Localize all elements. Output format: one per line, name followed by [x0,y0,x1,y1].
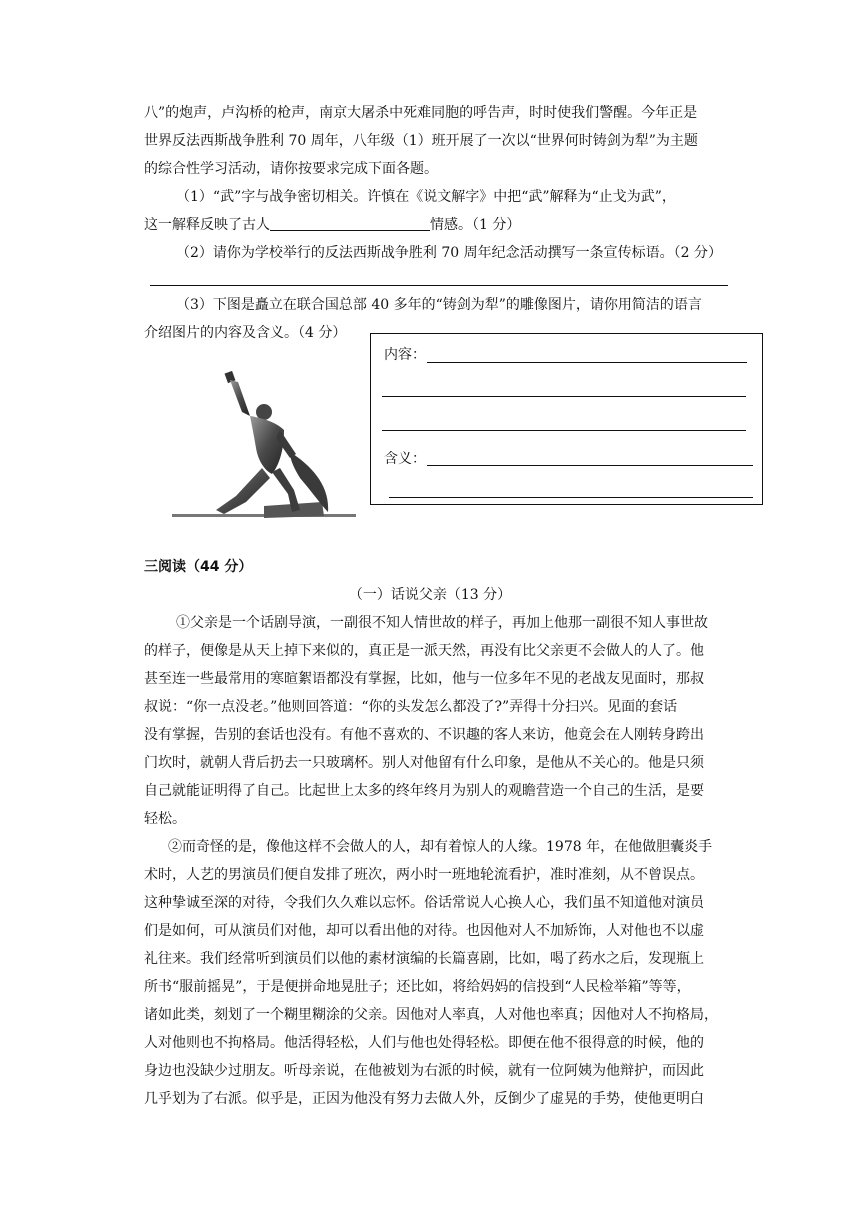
passage-line: 礼往来。我们经常听到演员们以他的素材演编的长篇喜剧，比如，喝了药水之后，发现瓶上 [144,951,704,967]
passage-line: 所书“服前摇晃”，于是便拼命地晃肚子；还比如，将给妈妈的信投到“人民检举箱”等等， [144,979,691,995]
content-answer-line-3[interactable] [382,430,746,431]
passage-line: 身边也没缺少过朋友。听母亲说，在他被划为右派的时候，就有一位阿姨为他辩护，而因此 [144,1063,704,1079]
passage-line: 人对他则也不拘格局。他活得轻松，人们与他也处得轻松。即便在他不很得意的时候，他的 [144,1035,704,1051]
passage-line: 叔说：“你一点没老。”他则回答道：“你的头发怎么都没了?”弄得十分扫兴。见面的套话 [144,699,678,715]
sword-into-plowshare-statue-image [172,356,358,520]
content-label: 内容： [384,347,426,363]
q3-line-2: 介绍图片的内容及含义。（4 分） [144,325,347,341]
passage-line: ②而奇怪的是，像他这样不会做人的人，却有着惊人的人缘。1978 年，在他做胆囊炎手 [168,839,713,855]
passage-line: 门坎时，就朝人背后扔去一只玻璃杯。别人对他留有什么印象，是他从不关心的。他是只须 [144,755,704,771]
passage-line: 自己就能证明得了自己。比起世上太多的终年终月为别人的观瞻营造一个自己的生活，是要 [144,783,704,799]
q2-answer-line[interactable] [150,285,728,286]
passage-line: 的样子，便像是从天上掉下来似的，真正是一派天然，再没有比父亲更不会做人的人了。他 [144,643,704,659]
passage-line: 轻松。 [144,811,186,827]
intro-line-2: 世界反法西斯战争胜利 70 周年，八年级（1）班开展了一次以“世界何时铸剑为犁”为主题 [144,133,698,149]
meaning-label: 含义： [384,451,426,467]
q1-prompt: 这一解释反映了古人 [144,217,270,233]
passage-line: 几乎划为了右派。似乎是，正因为他没有努力去做人外，反倒少了虚晃的手势，使他更明白 [144,1091,704,1107]
q1-line-2 [144,215,520,235]
q2-line-1: （2）请你为学校举行的反法西斯战争胜利 70 周年纪念活动撰写一条宣传标语。（2 分） [176,245,722,261]
q1-line-1: （1）“武”字与战争密切相关。许慎在《说文解字》中把“武”解释为“止戈为武”， [176,189,676,205]
q3-line-1: （3）下图是矗立在联合国总部 40 多年的“铸剑为犁”的雕像图片，请你用简洁的语言 [176,297,702,313]
passage-line: 术时，人艺的男演员们便自发排了班次，两小时一班地轮流看护，准时准刻，从不曾误点。 [144,867,704,883]
intro-line-3: 的综合性学习活动，请你按要求完成下面各题。 [144,161,438,177]
passage-line: 没有掌握，告别的套话也没有。有他不喜欢的、不识趣的客人来访，他竟会在人刚转身跨出 [144,727,704,743]
section-heading: 三阅读（44 分） [144,559,253,575]
meaning-answer-line-1[interactable] [427,465,753,466]
intro-line-1: 八”的炮声，卢沟桥的枪声，南京大屠杀中死难同胞的呼告声，时时使我们警醒。今年正是 [144,105,698,121]
q3-answer-box [370,333,763,505]
passage-line: 甚至连一些最常用的寒暄絮语都没有掌握，比如，他与一位多年不见的老战友见面时，那叔 [144,671,704,687]
content-answer-line-1[interactable] [427,362,747,363]
passage-line: 这种挚诚至深的对待，令我们久久难以忘怀。俗话常说人心换人心，我们虽不知道他对演员 [144,895,704,911]
q1-answer-blank[interactable] [270,216,430,231]
content-answer-line-2[interactable] [382,396,746,397]
passage-line: 们是如何，可从演员们对他，却可以看出他的对待。也因他对人不加矫饰，人对他也不以虚 [144,923,704,939]
meaning-answer-line-2[interactable] [389,497,753,498]
passage-line: 诸如此类，刻划了一个糊里糊涂的父亲。因他对人率真，人对他也率真；因他对人不拘格局， [144,1007,718,1023]
passage-line: ①父亲是一个话剧导演，一副很不知人情世故的样子，再加上他那一副很不知人事世故 [176,615,708,631]
q1-score: 情感。（1 分） [430,217,521,233]
passage-title: （一）话说父亲（13 分） [348,587,512,603]
